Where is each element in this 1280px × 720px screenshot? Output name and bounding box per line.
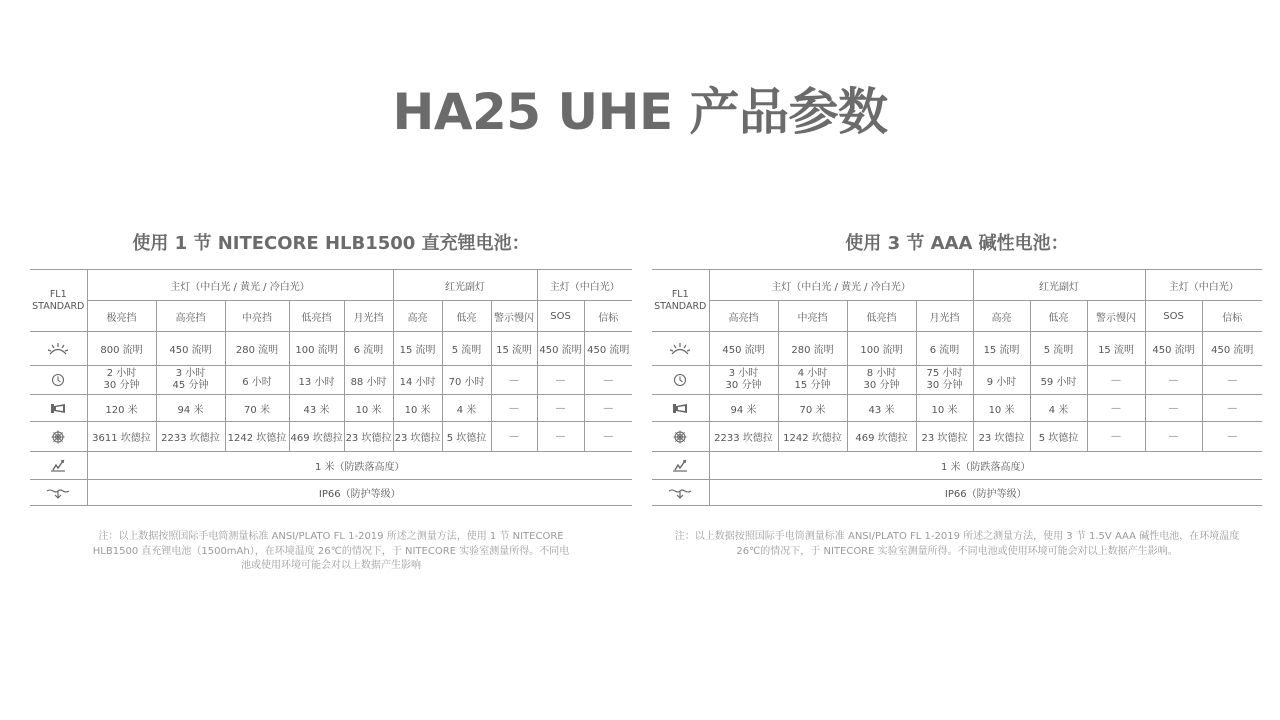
group-main-white: 主灯（中白光） [537,270,632,301]
panel-heading: 使用 1 节 NITECORE HLB1500 直充锂电池： [132,233,530,254]
waterproof-row [30,480,632,506]
runtime-icon [30,366,87,395]
beam-cell: — [1202,395,1262,422]
output-cell: 15 流明 [491,332,537,366]
mode-cell: SOS [537,301,584,332]
mode-row [652,301,1262,332]
intensity-cell: 23 坎德拉 [344,422,393,452]
spec-table [30,269,632,506]
beam-cell: — [491,395,537,422]
output-cell: 280 流明 [225,332,289,366]
output-cell: 15 流明 [393,332,442,366]
output-cell: 6 流明 [916,332,973,366]
beam-cell: 10 米 [344,395,393,422]
beam-cell: 43 米 [847,395,916,422]
intensity-cell: 23 坎德拉 [393,422,442,452]
output-row [30,332,632,366]
waterproof-icon [652,480,709,506]
runtime-cell: — [1087,366,1145,395]
output-cell: 100 流明 [289,332,344,366]
output-cell: 450 流明 [709,332,778,366]
beam-cell: 4 米 [1030,395,1087,422]
mode-cell: 月光挡 [916,301,973,332]
beam-row [652,395,1262,422]
beam-cell: — [1145,395,1202,422]
intensity-cell: 469 坎德拉 [289,422,344,452]
output-cell: 5 流明 [442,332,491,366]
mode-cell: 信标 [1202,301,1262,332]
intensity-cell: 2233 坎德拉 [156,422,225,452]
peak-intensity-icon [30,422,87,452]
runtime-cell: 3 小时 45 分钟 [156,366,225,395]
intensity-cell: 2233 坎德拉 [709,422,778,452]
mode-row [30,301,632,332]
intensity-row [652,422,1262,452]
beam-distance-icon [652,395,709,422]
mode-cell: 极亮挡 [87,301,156,332]
beam-cell: 70 米 [225,395,289,422]
runtime-cell: 13 小时 [289,366,344,395]
output-cell: 100 流明 [847,332,916,366]
group-header-row [652,270,1262,301]
output-cell: 450 流明 [156,332,225,366]
page-title: HA25 UHE 产品参数 [392,83,888,141]
fl1-standard-label: FL1 STANDARD [30,270,87,332]
output-cell: 280 流明 [778,332,847,366]
waterproof-icon [30,480,87,506]
intensity-cell: — [491,422,537,452]
mode-cell: 高亮 [973,301,1030,332]
output-cell: 15 流明 [973,332,1030,366]
beam-cell: 4 米 [442,395,491,422]
runtime-cell: 88 小时 [344,366,393,395]
group-main-light: 主灯（中白光 / 黄光 / 冷白光） [709,270,973,301]
intensity-row [30,422,632,452]
output-cell: 450 流明 [1145,332,1202,366]
output-icon [652,332,709,366]
beam-cell: 10 米 [916,395,973,422]
output-cell: 450 流明 [537,332,584,366]
runtime-cell: 6 小时 [225,366,289,395]
beam-cell: — [584,395,632,422]
group-red-light: 红光副灯 [393,270,537,301]
runtime-row [652,366,1262,395]
intensity-cell: — [584,422,632,452]
output-cell: 450 流明 [1202,332,1262,366]
beam-distance-icon [30,395,87,422]
beam-cell: 10 米 [393,395,442,422]
group-red-light: 红光副灯 [973,270,1145,301]
intensity-cell: 23 坎德拉 [916,422,973,452]
mode-cell: 信标 [584,301,632,332]
beam-row [30,395,632,422]
output-cell: 800 流明 [87,332,156,366]
output-row [652,332,1262,366]
impact-row [30,452,632,480]
mode-cell: 月光挡 [344,301,393,332]
mode-cell: 警示慢闪 [1087,301,1145,332]
mode-cell: 低亮挡 [289,301,344,332]
runtime-cell: — [584,366,632,395]
waterproof-row [652,480,1262,506]
mode-cell: 中亮挡 [225,301,289,332]
runtime-cell: 14 小时 [393,366,442,395]
mode-cell: 低亮挡 [847,301,916,332]
intensity-cell: — [1202,422,1262,452]
panel-heading: 使用 3 节 AAA 碱性电池： [845,233,1069,254]
output-cell: 450 流明 [584,332,632,366]
intensity-cell: — [1087,422,1145,452]
spec-table [652,269,1262,506]
output-icon [30,332,87,366]
intensity-cell: 1242 坎德拉 [225,422,289,452]
runtime-row [30,366,632,395]
intensity-cell: 5 坎德拉 [442,422,491,452]
fl1-standard-label: FL1 STANDARD [652,270,709,332]
impact-value: 1 米（防跌落高度） [709,452,1262,480]
runtime-cell: 2 小时 30 分钟 [87,366,156,395]
mode-cell: 高亮 [393,301,442,332]
beam-cell: — [537,395,584,422]
output-cell: 15 流明 [1087,332,1145,366]
spec-panel-aaa [652,230,1262,559]
runtime-cell: 75 小时 30 分钟 [916,366,973,395]
runtime-cell: — [1145,366,1202,395]
peak-intensity-icon [652,422,709,452]
beam-cell: 70 米 [778,395,847,422]
mode-cell: 低亮 [442,301,491,332]
output-cell: 5 流明 [1030,332,1087,366]
waterproof-value: IP66（防护等级） [709,480,1262,506]
mode-cell: 高亮挡 [709,301,778,332]
impact-row [652,452,1262,480]
footnote: 注：以上数据按照国际手电筒测量标准 ANSI/PLATO FL 1-2019 所述之测量方法，使用 3 节 1.5V AAA 碱性电池，在环境温度 26℃的情况下，于 NITECORE 实验室测量所得。不同电池或使用环境可能会对以上数据产生影响。 [674,531,1240,557]
mode-cell: SOS [1145,301,1202,332]
intensity-cell: 3611 坎德拉 [87,422,156,452]
runtime-cell: 3 小时 30 分钟 [709,366,778,395]
group-header-row [30,270,632,301]
mode-cell: 中亮挡 [778,301,847,332]
impact-resistance-icon [652,452,709,480]
runtime-cell: 4 小时 15 分钟 [778,366,847,395]
mode-cell: 警示慢闪 [491,301,537,332]
impact-resistance-icon [30,452,87,480]
intensity-cell: 1242 坎德拉 [778,422,847,452]
mode-cell: 高亮挡 [156,301,225,332]
beam-cell: 10 米 [973,395,1030,422]
beam-cell: 94 米 [709,395,778,422]
runtime-cell: 9 小时 [973,366,1030,395]
runtime-cell: — [537,366,584,395]
footnote: 注：以上数据按照国际手电筒测量标准 ANSI/PLATO FL 1-2019 所述之测量方法，使用 1 节 NITECORE HLB1500 直充锂电池（1500mAh），在环境温度 26℃的情况下，于 NITECORE 实验室测量所得。不同电池或使用环境可能会对以上数据产生影响 [92,531,570,571]
spec-panel-rechargeable [30,230,632,574]
intensity-cell: 23 坎德拉 [973,422,1030,452]
intensity-cell: — [1145,422,1202,452]
group-main-light: 主灯（中白光 / 黄光 / 冷白光） [87,270,393,301]
intensity-cell: — [537,422,584,452]
runtime-icon [652,366,709,395]
beam-cell: 120 米 [87,395,156,422]
intensity-cell: 5 坎德拉 [1030,422,1087,452]
group-main-white: 主灯（中白光） [1145,270,1262,301]
runtime-cell: 8 小时 30 分钟 [847,366,916,395]
runtime-cell: 59 小时 [1030,366,1087,395]
runtime-cell: 70 小时 [442,366,491,395]
output-cell: 6 流明 [344,332,393,366]
waterproof-value: IP66（防护等级） [87,480,632,506]
beam-cell: 94 米 [156,395,225,422]
intensity-cell: 469 坎德拉 [847,422,916,452]
runtime-cell: — [491,366,537,395]
beam-cell: 43 米 [289,395,344,422]
mode-cell: 低亮 [1030,301,1087,332]
beam-cell: — [1087,395,1145,422]
runtime-cell: — [1202,366,1262,395]
impact-value: 1 米（防跌落高度） [87,452,632,480]
